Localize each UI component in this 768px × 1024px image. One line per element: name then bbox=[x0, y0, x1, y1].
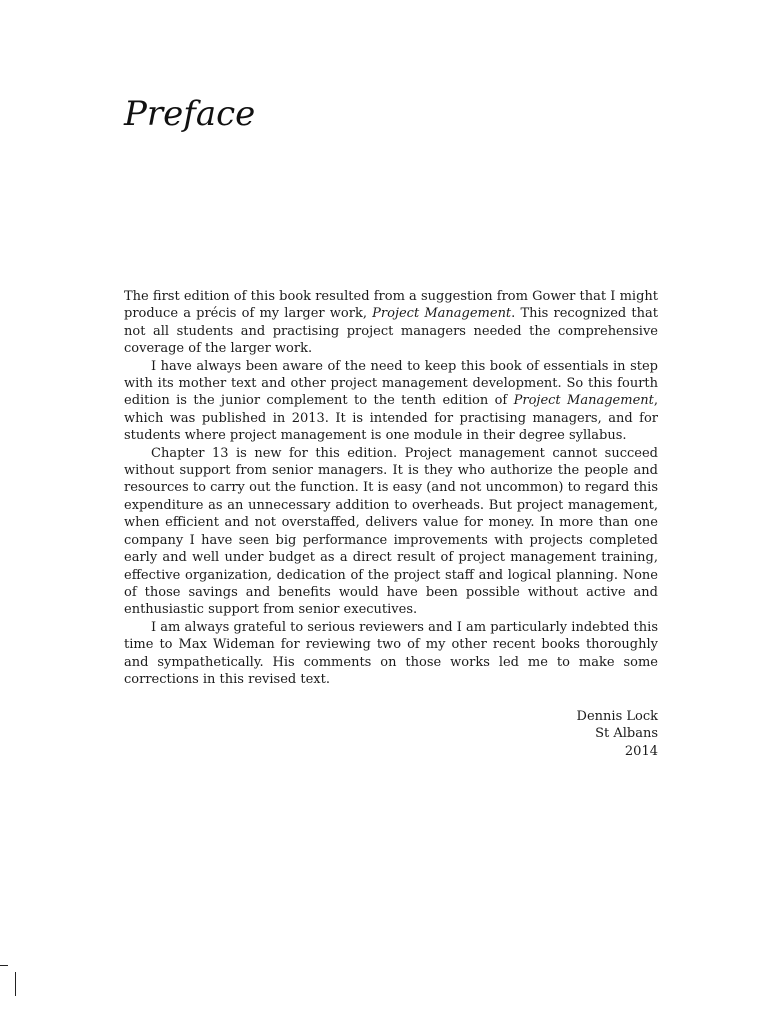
author-place: St Albans bbox=[595, 726, 658, 742]
crop-mark-vertical bbox=[15, 972, 16, 996]
signature-block bbox=[577, 708, 658, 760]
crop-mark-horizontal bbox=[0, 965, 8, 966]
book-title: Project Management bbox=[513, 393, 654, 409]
paragraph-1-text-b: . This recognized that not all students and practising project managers needed the comprehensive coverage of the larger work. bbox=[124, 306, 658, 357]
paragraph-1-text-a: The first edition of this book resulted from a suggestion from Gower that I might produce a précis of my larger work, bbox=[124, 289, 658, 322]
author-name: Dennis Lock bbox=[576, 709, 658, 724]
book-title: Project Management bbox=[372, 306, 512, 322]
paragraph-1 bbox=[124, 288, 658, 358]
paragraph-2-text-b: , which was published in 2013. It is intended for practising managers, and for students where project management is one module in their degree syllabus. bbox=[124, 393, 659, 444]
paragraph-3: Chapter 13 is new for this edition. Project management cannot succeed without support from senior managers. It is they who authorize the people and resources to carry out the function. It is easy (and not uncommon) to regard this expenditure as an unnecessary addition to overheads. But project management, when efficient and not overstaffed, delivers value for money. In more than one company I have seen big performance improvements with projects completed early and well under budget as a direct result of project management training, effective organization, dedication of the project staff and logical planning. None of those savings and benefits would have been possible without active and enthusiastic support from senior executives. bbox=[124, 445, 658, 618]
preface-body bbox=[124, 288, 658, 688]
paragraph-2-text-a: I have always been aware of the need to keep this book of essentials in step with its mother text and other project management development. So this fourth edition is the junior complement to the tenth edition of bbox=[124, 358, 658, 409]
paragraph-4: I am always grateful to serious reviewers and I am particularly indebted this time to Max Wideman for reviewing two of my other recent books thoroughly and sympathetically. His comments on those works led me to make some corrections in this revised text. bbox=[124, 619, 658, 687]
signature-year: 2014 bbox=[624, 743, 658, 759]
page-title: Preface bbox=[124, 94, 256, 134]
paragraph-2 bbox=[124, 358, 658, 445]
